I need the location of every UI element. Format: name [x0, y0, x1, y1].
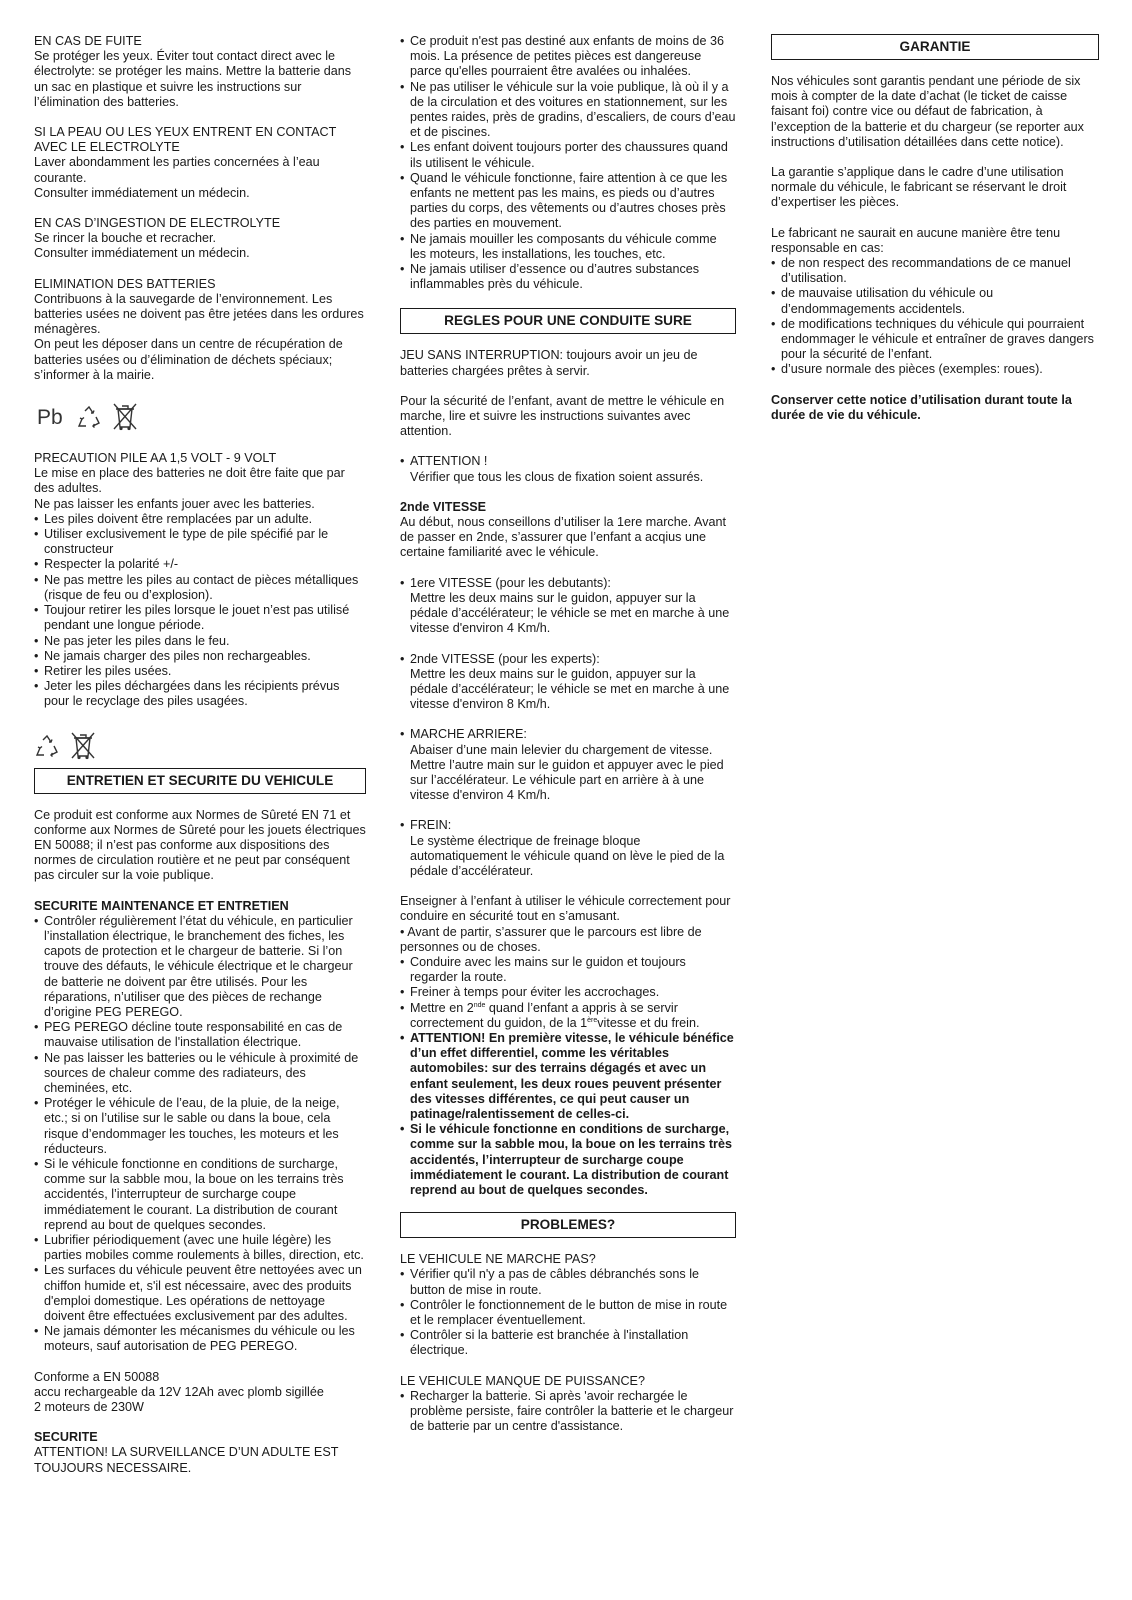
securite-enfant-text: Pour la sécurité de l’enfant, avant de mettre le véhicule en marche, lire et suivre les instructions suivantes avec attention. — [400, 393, 725, 439]
list-item — [400, 818, 736, 879]
conforme-1: Conforme a EN 50088 — [34, 1369, 160, 1384]
pb-lead-icon: Pb — [37, 406, 63, 430]
list-item: • Vérifier qu'il n'y a pas de câbles débranchés sons le button de mise in route. — [400, 1267, 736, 1297]
list-item: • PEG PEREGO décline toute responsabilité en cas de mauvaise utilisation de l'installation électrique. — [34, 1020, 366, 1050]
recycle-icon — [34, 734, 60, 760]
list-item: • Si le véhicule fonctionne en conditions de surcharge, comme sur la sabble mou, la boue on les terrains très accidentés, l’interrupteur de surcharge coupe immédiatement le courant. La distribution de courant reprend au bout de quelques secondes. — [34, 1157, 366, 1233]
list-item: • Protéger le véhicule de l’eau, de la pluie, de la neige, etc.; si on l’utilise sur le sable ou dans la boue, cela risque d’endommager les touches, les moteurs et les réducteurs. — [34, 1096, 366, 1157]
list-item — [400, 727, 736, 803]
list-item: • Ne pas utiliser le véhicule sur la voie publique, là où il y a de la circulation et des voitures en stationnement, sur les pentes raides, près de gradins, d’escaliers, de cours d’eau et de piscines. — [400, 80, 736, 141]
column-middle — [400, 34, 736, 1434]
list-item: • Contrôler le fonctionnement de le button de mise in route et le remplacer éventuellement. — [400, 1298, 736, 1328]
pile-body-2: Ne pas laisser les enfants jouer avec les batteries. — [34, 496, 315, 511]
vitesse2-title: 2nde VITESSE — [400, 499, 487, 514]
vitesse1-list — [400, 576, 736, 637]
puissance-title: LE VEHICULE MANQUE DE PUISSANCE? — [400, 1373, 645, 1388]
entretien-body: Ce produit est conforme aux Normes de Sûreté EN 71 et conforme aux Normes de Sûreté pour les jouets électriques EN 50088; il n’est pas conforme aux dispositions des normes de circulation routière et ne peut par conséquent pas circuler sur la voie publique. — [34, 807, 366, 883]
list-item: • Conduire avec les mains sur le guidon et toujours regarder la route. — [400, 955, 736, 985]
mettre-sup-2: ère — [587, 1016, 598, 1024]
v1-label: 1ere VITESSE (pour les debutants): — [410, 575, 611, 590]
list-item — [400, 576, 736, 637]
securite-title: SECURITE — [34, 1430, 98, 1445]
battery-disposal-icons — [34, 401, 366, 431]
list-item: • Utiliser exclusivement le type de pile spécifié par le constructeur — [34, 527, 366, 557]
list-item: • Ce produit n'est pas destiné aux enfants de moins de 36 mois. La présence de petites pièces est dangereuse parce qu'elles pourraient être avalées ou inhalées. — [400, 34, 736, 80]
safety-list — [400, 34, 736, 292]
list-item: • d’usure normale des pièces (exemples: roues). — [771, 362, 1099, 377]
garantie-list — [771, 256, 1099, 378]
crossed-bin-icon — [112, 401, 138, 431]
elimination-body-2: On peut les déposer dans un centre de récupération de batteries usées ou d’élimination de déchets spéciaux; s’informer à la mairie. — [34, 337, 343, 382]
mettre-text-c: vitesse et du frein. — [597, 1015, 700, 1030]
frein-list — [400, 818, 736, 879]
pile-list — [34, 512, 366, 710]
conduite-list — [400, 955, 736, 1198]
ar-body: Abaiser d’une main lelevier du chargement de vitesse. Mettre l’autre main sur le guidon et appuyer avec le pied sur l’accélérateur. Le véhicule part en arrière à à une vitesse d'environ 4 Km/h. — [410, 742, 724, 803]
list-item: • Ne pas mettre les piles au contact de pièces métalliques (risque de feu ou d’explosion). — [34, 573, 366, 603]
list-item: • Quand le véhicule fonctionne, faire attention à ce que les enfants ne mettent pas les mains, es pieds ou d’autres parties du corps, des vêtements ou d’autres choses près des parties en mouvement. — [400, 171, 736, 232]
pile-body-1: Le mise en place des batteries ne doit être faite que par des adultes. — [34, 466, 345, 496]
mettre-text-b: quand l’enfant a appris à se servir correctement du guidon, de la 1 — [410, 1000, 678, 1030]
list-item: • Recharger la batterie. Si après 'avoir rechargée le problème persiste, faire contrôler la batterie et le chargeur de batterie par un centre d'assistance. — [400, 1389, 736, 1435]
pile-disposal-icons — [34, 730, 366, 760]
list-item: • Contrôler si la batterie est branchée à l'installation électrique. — [400, 1328, 736, 1358]
frein-body: Le système électrique de freinage bloque automatiquement le véhicule quand on lève le pied de la pédale d’accélérateur. — [410, 833, 725, 878]
vitesse2-body: Au début, nous conseillons d’utiliser la 1ere marche. Avant de passer en 2nde, s’assurer que l’enfant a acqius une certaine familiarité avec le véhicule. — [400, 515, 726, 560]
securite-body: ATTENTION! LA SURVEILLANCE D’UN ADULTE EST TOUJOURS NECESSAIRE. — [34, 1445, 339, 1475]
list-item: • Ne pas laisser les batteries ou le véhicule à proximité de sources de chaleur comme des radiateurs, des cheminées, etc. — [34, 1051, 366, 1097]
garantie-text-2: La garantie s’applique dans le cadre d’une utilisation normale du véhicule, le fabricant se réservant le droit d’expertiser les pièces. — [771, 165, 1067, 210]
ingestion-body-2: Consulter immédiatement un médecin. — [34, 246, 250, 261]
list-item: • Ne pas jeter les piles dans le feu. — [34, 634, 366, 649]
ingestion-title: EN CAS D’INGESTION DE ELECTROLYTE — [34, 216, 281, 231]
list-item: • Ne jamais charger des piles non rechargeables. — [34, 649, 366, 664]
pile-title: PRECAUTION PILE AA 1,5 VOLT - 9 VOLT — [34, 451, 277, 466]
v1-body: Mettre les deux mains sur le guidon, appuyer sur la pédale d’accélérateur; le véhicle se met en marche à une vitesse d'environ 4 Km/h. — [410, 590, 730, 636]
peau-body-2: Consulter immédiatement un médecin. — [34, 185, 250, 200]
attention-list — [400, 454, 736, 484]
list-item: • Ne jamais utiliser d’essence ou d’autres substances inflammables près du véhicule. — [400, 262, 736, 292]
list-item: • de modifications techniques du véhicule qui pourraient endommager le véhicule et entraîner de graves dangers pour la sécurité de l’enfant. — [771, 317, 1099, 363]
ne-marche-title: LE VEHICULE NE MARCHE PAS? — [400, 1252, 596, 1267]
list-item: • ATTENTION! En première vitesse, le véhicule bénéfice d’un effet differentiel, comme les véritables automobiles: sur des terrains dégagés et avec un enfant seulement, les deux roues peuvent présenter des vitesses différentes, ce qui peut causer un patinage/ralentissement de celles-ci. — [400, 1031, 736, 1122]
list-item: • Freiner à temps pour éviter les accrochages. — [400, 985, 736, 1000]
list-item: • Les surfaces du véhicule peuvent être nettoyées avec un chiffon humide et, s'il est nécessaire, avec des produits d'emploi domestique. Les opérations de nettoyage doivent être effectuées exclusivement par des adultes. — [34, 1263, 366, 1324]
list-item: • Ne jamais démonter les mécanismes du véhicule ou les moteurs, sauf autorisation de PEG PEREGO. — [34, 1324, 366, 1354]
v2-label: 2nde VITESSE (pour les experts): — [410, 651, 600, 666]
marche-arriere-list — [400, 727, 736, 803]
column-right — [771, 34, 1099, 423]
fuite-body: Se protéger les yeux. Éviter tout contact direct avec le électrolyte: se protéger les mains. Mettre la batterie dans un sac en plastique et suivre les instructions sur l’élimination des batteries. — [34, 49, 352, 109]
conforme-3: 2 moteurs de 230W — [34, 1400, 144, 1415]
maintenance-title: SECURITE MAINTENANCE ET ENTRETIEN — [34, 898, 289, 913]
ingestion-body-1: Se rincer la bouche et recracher. — [34, 231, 217, 246]
recycle-icon — [76, 405, 102, 431]
ne-marche-list — [400, 1267, 736, 1358]
section-heading-regles: REGLES POUR UNE CONDUITE SURE — [400, 308, 736, 334]
list-item: • Respecter la polarité +/- — [34, 557, 366, 572]
v2-body: Mettre les deux mains sur le guidon, appuyer sur la pédale d’accélérateur; le véhicle se met en marche à une vitesse d'environ 8 Km/h. — [410, 666, 730, 712]
crossed-bin-icon — [70, 730, 96, 760]
list-item: • Ne jamais mouiller les composants du véhicule comme les moteurs, les installations, les touches, etc. — [400, 232, 736, 262]
list-item: • Contrôler régulièrement l’état du véhicule, en particulier l’installation électrique, le branchement des fiches, les capots de protection et le chargeur de batterie. Si l’on trouve des défauts, le véhicule électrique et le chargeur de batterie ne doivent par être utilisés. Pour les réparations, n’utiliser que des pièces de rechange d’origine PEG PEREGO. — [34, 914, 366, 1020]
garantie-text-3: Le fabricant ne saurait en aucune manière être tenu responsable en cas: — [771, 225, 1061, 255]
attention-body: Vérifier que tous les clous de fixation soient assurés. — [410, 469, 704, 484]
column-left — [34, 34, 366, 1476]
list-item: • Jeter les piles déchargées dans les récipients prévus pour le recyclage des piles usagées. — [34, 679, 366, 709]
mettre-sup-1: nde — [473, 1001, 486, 1009]
list-item — [400, 454, 736, 484]
avant-partir-text: • Avant de partir, s’assurer que le parcours est libre de personnes ou de choses. — [400, 924, 702, 954]
list-item: • Si le véhicule fonctionne en conditions de surcharge, comme sur la sabble mou, la boue on les terrains très accidentés, l’interrupteur de surcharge coupe immédiatement le courant. La distribution de courant reprend au bout de quelques secondes. — [400, 1122, 736, 1198]
section-heading-problemes: PROBLEMES? — [400, 1212, 736, 1238]
list-item: • Les enfant doivent toujours porter des chaussures quand ils utilisent le véhicule. — [400, 140, 736, 170]
peau-title: SI LA PEAU OU LES YEUX ENTRENT EN CONTACT AVEC LE ELECTROLYTE — [34, 125, 337, 155]
list-item — [400, 1001, 736, 1031]
mettre-text-a: Mettre en 2 — [410, 1000, 474, 1015]
list-item: • Lubrifier périodiquement (avec une huile légère) les parties mobiles comme roulements à billes, direction, etc. — [34, 1233, 366, 1263]
maintenance-list — [34, 914, 366, 1355]
elimination-body-1: Contribuons à la sauvegarde de l’environnement. Les batteries usées ne doivent pas être jetées dans les ordures ménagères. — [34, 291, 364, 337]
section-heading-garantie: GARANTIE — [771, 34, 1099, 60]
attention-label: ATTENTION ! — [410, 454, 488, 469]
frein-label: FREIN: — [410, 818, 452, 833]
conserver-notice: Conserver cette notice d’utilisation durant toute la durée de vie du véhicule. — [771, 392, 1072, 422]
ar-label: MARCHE ARRIERE: — [410, 727, 527, 742]
garantie-text-1: Nos véhicules sont garantis pendant une période de six mois à compter de la date d’achat (le ticket de caisse faisant foi) contre vice ou défaut de fabrication, à l’exception de la batterie et du chargeur (se reporter aux instructions d’utilisation détaillées dans cette notice). — [771, 74, 1084, 149]
elimination-title: ELIMINATION DES BATTERIES — [34, 276, 216, 291]
section-heading-entretien: ENTRETIEN ET SECURITE DU VEHICULE — [34, 768, 366, 794]
puissance-list — [400, 1389, 736, 1435]
list-item: • Toujour retirer les piles lorsque le jouet n’est pas utilisé pendant une longue période. — [34, 603, 366, 633]
list-item: • de mauvaise utilisation du véhicule ou d’endommagements accidentels. — [771, 286, 1099, 316]
list-item — [400, 652, 736, 713]
vitesse2-list — [400, 652, 736, 713]
enseigner-text: Enseigner à l’enfant à utiliser le véhicule correctement pour conduire en sécurité tout en s’amusant. — [400, 894, 731, 924]
list-item: • de non respect des recommandations de ce manuel d’utilisation. — [771, 256, 1099, 286]
peau-body-1: Laver abondamment les parties concernées à l’eau courante. — [34, 155, 320, 185]
fuite-title: EN CAS DE FUITE — [34, 34, 142, 48]
list-item: • Retirer les piles usées. — [34, 664, 366, 679]
jeu-text: JEU SANS INTERRUPTION: toujours avoir un jeu de batteries chargées prêtes à servir. — [400, 348, 698, 378]
list-item: • Les piles doivent être remplacées par un adulte. — [34, 512, 366, 527]
conforme-2: accu rechargeable da 12V 12Ah avec plomb sigillée — [34, 1384, 324, 1399]
